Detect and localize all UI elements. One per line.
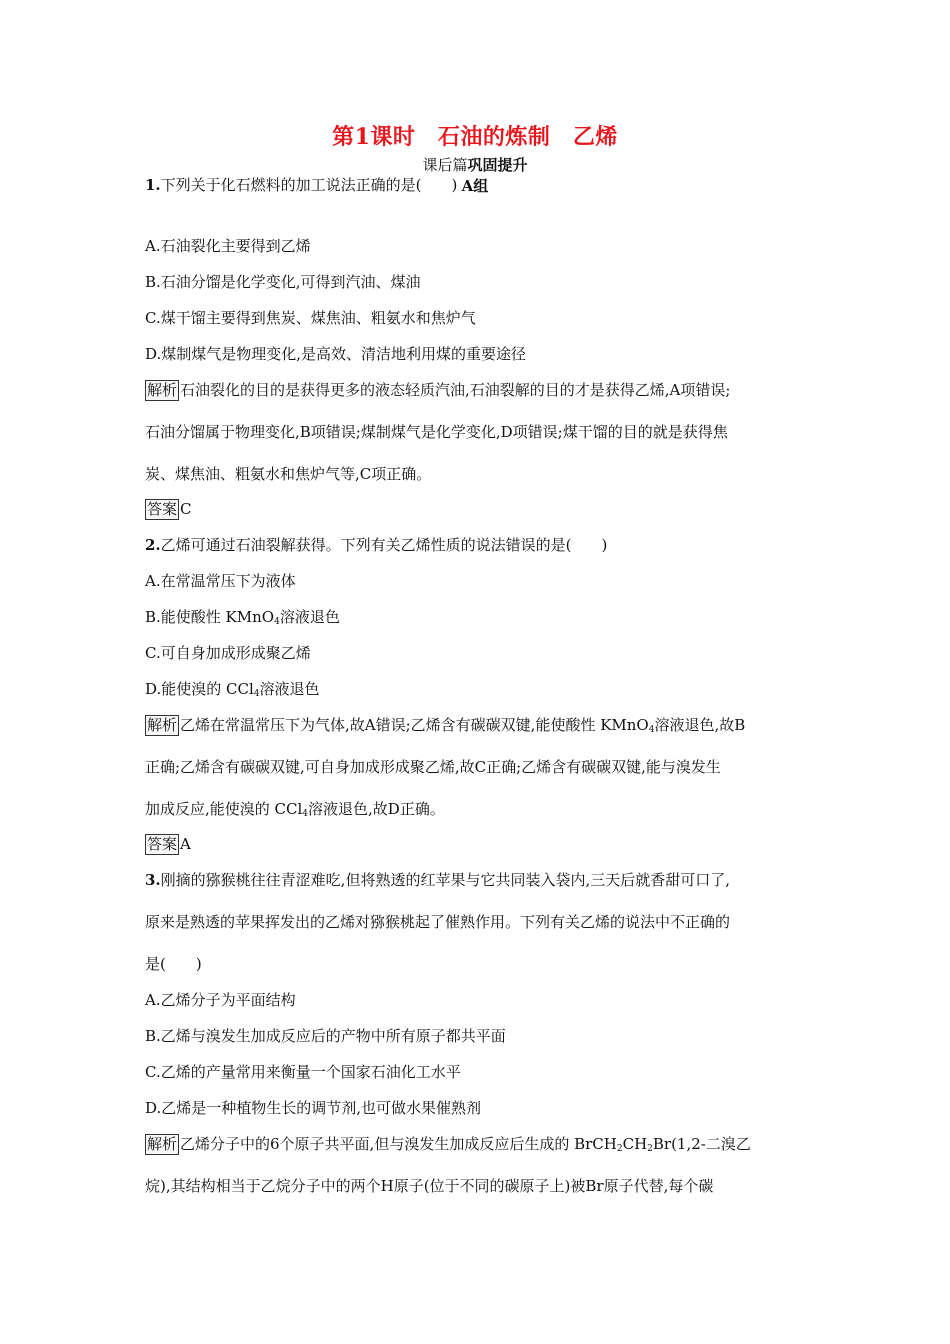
lesson-subtitle (0, 155, 950, 175)
q3-analysis-text: Br(1,2-二溴乙 (652, 1135, 751, 1153)
q2-answer: A (180, 835, 191, 853)
q1-stem-line (145, 174, 813, 196)
q2-analysis-line: 正确;乙烯含有碳碳双键,可自身加成形成聚乙烯,故C正确;乙烯含有碳碳双键,能与溴发生 (145, 758, 721, 776)
q1-analysis-line: 炭、煤焦油、粗氨水和焦炉气等,C项正确。 (145, 465, 432, 483)
q2-analysis-text: 乙烯在常温常压下为气体,故A错误;乙烯含有碳碳双键,能使酸性 KMnO (180, 716, 649, 734)
q2-stem: 乙烯可通过石油裂解获得。下列有关乙烯性质的说法错误的是( ) (160, 536, 608, 554)
q2-analysis-text: 加成反应,能使溴的 CCl (145, 800, 303, 818)
q3-stem-line: 原来是熟透的苹果挥发出的乙烯对猕猴桃起了催熟作用。下列有关乙烯的说法中不正确的 (145, 913, 731, 931)
q1-answer-line (145, 498, 813, 520)
q3-option-d: D.乙烯是一种植物生长的调节剂,也可做水果催熟剂 (145, 1099, 482, 1117)
q2-option-b-text: B.能使酸性 KMnO (145, 608, 275, 626)
answer-tag: 答案 (147, 835, 178, 853)
q2-number: 2. (145, 536, 161, 554)
subscript: 2 (616, 1144, 623, 1154)
q1-analysis-text: 石油裂化的目的是获得更多的液态轻质汽油,石油裂解的目的才是获得乙烯,A项错误; (180, 381, 731, 399)
q1-analysis-line (145, 379, 813, 401)
q3-analysis-line (145, 1133, 813, 1160)
q2-analysis-line (145, 798, 813, 825)
q3-number: 3. (145, 871, 161, 889)
subtitle-bold: 巩固提升 (467, 156, 528, 174)
q1-option-b: B.石油分馏是化学变化,可得到汽油、煤油 (145, 273, 421, 291)
q2-option-a: A.在常温常压下为液体 (145, 572, 296, 590)
q2-option-d-text: D.能使溴的 CCl (145, 680, 254, 698)
q3-option-a: A.乙烯分子为平面结构 (145, 991, 296, 1009)
subscript: 4 (253, 689, 260, 699)
subscript: 4 (648, 725, 655, 735)
q1-stem: 下列关于化石燃料的加工说法正确的是( ) (160, 176, 458, 194)
analysis-tag: 解析 (147, 716, 178, 734)
subtitle-prefix: 课后篇 (422, 156, 468, 174)
q3-option-c: C.乙烯的产量常用来衡量一个国家石油化工水平 (145, 1063, 461, 1081)
subscript: 2 (647, 1144, 653, 1154)
q3-stem-line (145, 869, 813, 891)
q2-analysis-line (145, 714, 813, 741)
answer-tag: 答案 (147, 500, 178, 518)
q1-number: 1. (145, 176, 161, 194)
q2-option-d-text: 溶液退色 (259, 680, 320, 698)
q2-option-d (145, 678, 813, 705)
q2-option-b-text: 溶液退色 (279, 608, 340, 626)
lesson-title: 第1课时 石油的炼制 乙烯 (332, 124, 618, 150)
q3-stem: 刚摘的猕猴桃往往青涩难吃,但将熟透的红苹果与它共同装入袋内,三天后就香甜可口了, (160, 871, 730, 889)
q1-answer: C (180, 500, 192, 518)
analysis-tag: 解析 (147, 1135, 178, 1153)
q3-stem-line: 是( ) (145, 955, 202, 973)
q1-analysis-line: 石油分馏属于物理变化,B项错误;煤制煤气是化学变化,D项错误;煤干馏的目的就是获得焦 (145, 423, 728, 441)
subscript: 4 (302, 809, 309, 819)
q2-analysis-text: 溶液退色,故B (654, 716, 746, 734)
q3-analysis-text: 乙烯分子中的6个原子共平面,但与溴发生加成反应后生成的 BrCH (180, 1135, 617, 1153)
q2-option-c: C.可自身加成形成聚乙烯 (145, 644, 311, 662)
q1-option-d: D.煤制煤气是物理变化,是高效、清洁地利用煤的重要途径 (145, 345, 527, 363)
q2-analysis-text: 溶液退色,故D正确。 (308, 800, 445, 818)
subscript: 4 (274, 617, 280, 627)
q2-answer-line (145, 833, 813, 855)
group-label: A组 (461, 177, 489, 195)
q3-analysis-line: 烷),其结构相当于乙烷分子中的两个H原子(位于不同的碳原子上)被Br原子代替,每个碳 (145, 1177, 714, 1195)
q1-option-a: A.石油裂化主要得到乙烯 (145, 237, 311, 255)
q1-option-c: C.煤干馏主要得到焦炭、煤焦油、粗氨水和焦炉气 (145, 309, 476, 327)
q3-analysis-text: CH (622, 1135, 648, 1153)
q2-stem-line (145, 534, 813, 556)
q3-option-b: B.乙烯与溴发生加成反应后的产物中所有原子都共平面 (145, 1027, 506, 1045)
q2-option-b (145, 606, 813, 633)
analysis-tag: 解析 (147, 381, 178, 399)
